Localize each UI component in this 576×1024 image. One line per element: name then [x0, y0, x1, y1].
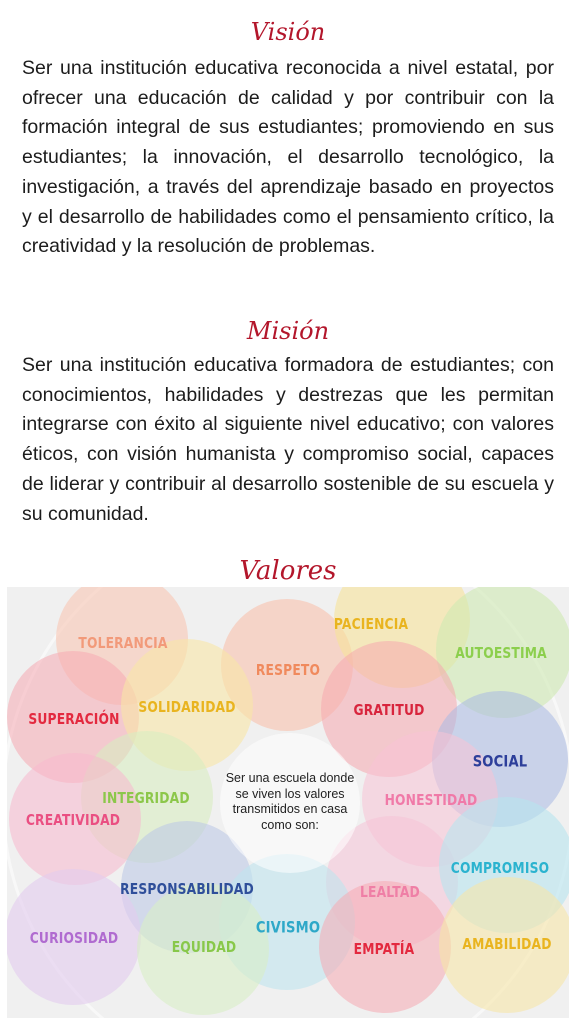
- value-empatia: EMPATÍA: [353, 940, 415, 958]
- value-integridad: INTEGRIDAD: [102, 789, 190, 807]
- mision-text: Ser una institución educativa formadora de estudiantes; con conocimientos, habilidades y destrezas que les permitan integrarse con éxito al siguiente nivel educativo; con valores éticos, con visión humanista y compromiso social, capaces de liderar y contribuir al desarrollo sostenible de su escuela y su comunidad.: [22, 354, 554, 525]
- value-tolerancia: TOLERANCIA: [78, 634, 168, 652]
- value-solidaridad: SOLIDARIDAD: [138, 698, 236, 716]
- value-social: SOCIAL: [472, 751, 528, 771]
- value-responsabilidad: RESPONSABILIDAD: [120, 880, 254, 898]
- value-creatividad: CREATIVIDAD: [25, 811, 121, 829]
- value-equidad: EQUIDAD: [171, 938, 237, 956]
- mision-title: Misión: [246, 317, 330, 345]
- value-superacion: SUPERACIÓN: [28, 710, 120, 728]
- value-respeto: RESPETO: [255, 661, 321, 679]
- value-lealtad: LEALTAD: [360, 883, 420, 901]
- value-honestidad: HONESTIDAD: [384, 791, 478, 809]
- vision-text: Ser una institución educativa reconocida a nivel estatal, por ofrecer una educación de calidad y por contribuir con la formación integral de sus estudiantes; promoviendo en sus estudiantes; la innovación, el desarrollo tecnológico, la investigación, a través del aprendizaje basado en proyectos y el desarrollo de habilidades como el pensamiento crítico, la creatividad y la resolución de problemas.: [22, 57, 554, 258]
- value-paciencia: PACIENCIA: [333, 615, 409, 633]
- value-autoestima: AUTOESTIMA: [455, 644, 547, 662]
- vision-title: Visión: [250, 18, 326, 46]
- value-compromiso: COMPROMISO: [450, 859, 550, 877]
- value-gratitud: GRATITUD: [353, 701, 425, 719]
- value-civismo: CIVISMO: [255, 917, 321, 937]
- valores-title: Valores: [239, 556, 337, 586]
- value-curiosidad: CURIOSIDAD: [29, 929, 119, 947]
- value-amabilidad: AMABILIDAD: [462, 935, 552, 953]
- values-bubble-graphic: [7, 587, 569, 1018]
- values-center-text: Ser una escuela donde se viven los valores transmitidos en casa como son:: [225, 771, 355, 832]
